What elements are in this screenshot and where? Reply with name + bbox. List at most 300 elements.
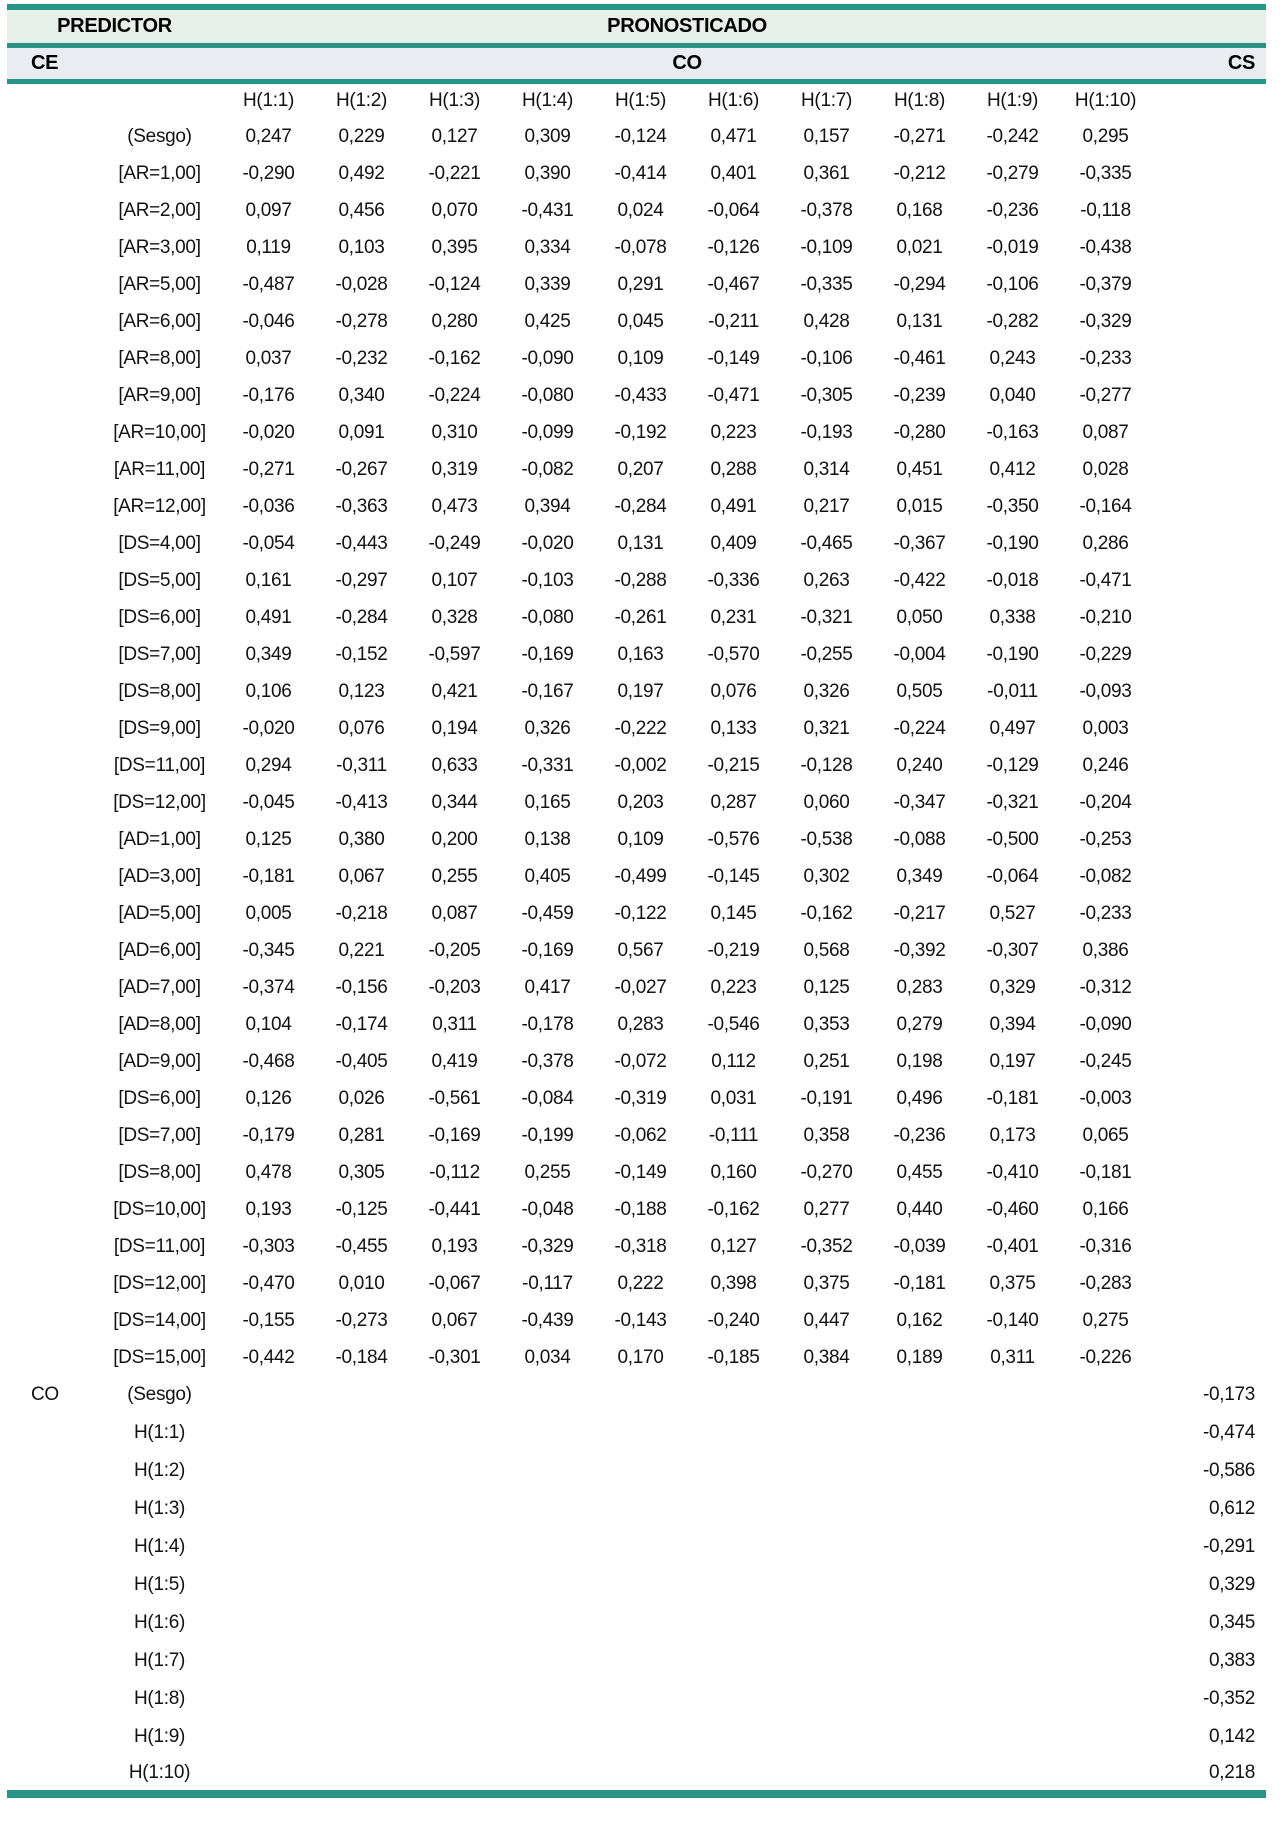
value-cell: 0,127 — [710, 1235, 757, 1257]
row-label: [DS=6,00] — [118, 1087, 201, 1109]
table-row — [7, 118, 1266, 155]
cs-value-cell: -0,173 — [1203, 1384, 1256, 1405]
table-row — [7, 1154, 1266, 1191]
value-cell: 0,417 — [524, 976, 571, 998]
value-cell: 0,394 — [524, 495, 571, 517]
value-cell: -0,335 — [1079, 162, 1132, 184]
empty-cells — [222, 1566, 1152, 1604]
cs-value-cell: -0,352 — [1203, 1688, 1256, 1709]
value-cell: 0,361 — [803, 162, 850, 184]
value-cell: -0,143 — [614, 1309, 667, 1331]
group-cell — [7, 710, 97, 747]
value-cell: 0,109 — [617, 347, 664, 369]
header-top-spacer — [1152, 7, 1266, 45]
value-cell: -0,352 — [800, 1235, 853, 1257]
value-cell: 0,223 — [710, 421, 757, 443]
value-cell: -0,019 — [986, 236, 1039, 258]
value-cell: -0,064 — [707, 199, 760, 221]
value-cell: 0,349 — [896, 865, 943, 887]
value-cell: 0,104 — [245, 1013, 292, 1035]
value-cell: -0,442 — [242, 1346, 295, 1368]
cs-cell — [1152, 599, 1266, 636]
table-row — [7, 1043, 1266, 1080]
group-cell — [7, 1339, 97, 1376]
value-cell: -0,335 — [800, 273, 853, 295]
group-cell — [7, 340, 97, 377]
value-cell: 0,326 — [803, 680, 850, 702]
value-cell: -0,028 — [335, 273, 388, 295]
value-cell: -0,401 — [986, 1235, 1039, 1257]
table-row — [7, 636, 1266, 673]
group-cell — [7, 562, 97, 599]
value-cell: -0,321 — [986, 791, 1039, 813]
row-label: [AR=11,00] — [113, 458, 206, 480]
value-cell: 0,326 — [524, 717, 571, 739]
table-row — [7, 155, 1266, 192]
row-label: (Sesgo) — [127, 1384, 192, 1405]
value-cell: 0,568 — [803, 939, 850, 961]
cs-cell — [1152, 1228, 1266, 1265]
value-cell: 0,286 — [1082, 532, 1129, 554]
column-header: H(1:3) — [408, 81, 501, 118]
value-cell: -0,062 — [614, 1124, 667, 1146]
value-cell: -0,002 — [614, 754, 667, 776]
row-label: [AR=2,00] — [118, 199, 201, 221]
value-cell: -0,181 — [893, 1272, 946, 1294]
table-row — [7, 1302, 1266, 1339]
empty-cells — [222, 1490, 1152, 1528]
group-cell — [7, 1528, 97, 1566]
pronosticado-header: PRONOSTICADO — [222, 7, 1152, 45]
value-cell: 0,060 — [803, 791, 850, 813]
value-cell: 0,398 — [710, 1272, 757, 1294]
table-row — [7, 858, 1266, 895]
cs-cell — [1152, 525, 1266, 562]
value-cell: 0,200 — [431, 828, 478, 850]
value-cell: 0,455 — [896, 1161, 943, 1183]
value-cell: -0,378 — [521, 1050, 574, 1072]
value-cell: 0,109 — [617, 828, 664, 850]
value-cell: -0,205 — [428, 939, 481, 961]
value-cell: -0,080 — [521, 384, 574, 406]
value-cell: -0,126 — [707, 236, 760, 258]
value-cell: -0,155 — [242, 1309, 295, 1331]
value-cell: 0,207 — [617, 458, 664, 480]
value-cell: -0,167 — [521, 680, 574, 702]
value-cell: 0,173 — [989, 1124, 1036, 1146]
group-cell — [7, 784, 97, 821]
value-cell: -0,471 — [707, 384, 760, 406]
value-cell: -0,319 — [614, 1087, 667, 1109]
row-label: H(1:8) — [134, 1688, 185, 1709]
value-cell: 0,168 — [896, 199, 943, 221]
results-table — [7, 4, 1266, 1798]
row-label: [AD=9,00] — [118, 1050, 201, 1072]
value-cell: 0,091 — [338, 421, 385, 443]
value-cell: -0,191 — [800, 1087, 853, 1109]
value-cell: 0,246 — [1082, 754, 1129, 776]
value-cell: -0,224 — [428, 384, 481, 406]
value-cell: 0,280 — [431, 310, 478, 332]
value-cell: -0,347 — [893, 791, 946, 813]
group-cell — [7, 155, 97, 192]
row-label: [AR=5,00] — [118, 273, 201, 295]
cs-cell — [1152, 747, 1266, 784]
table-row — [7, 747, 1266, 784]
table-row — [7, 1265, 1266, 1302]
value-cell: -0,199 — [521, 1124, 574, 1146]
value-cell: 0,103 — [338, 236, 385, 258]
value-cell: -0,018 — [986, 569, 1039, 591]
value-cell: 0,157 — [803, 125, 850, 147]
group-cell — [7, 932, 97, 969]
value-cell: 0,263 — [803, 569, 850, 591]
row-label: H(1:7) — [134, 1650, 185, 1671]
cs-cell — [1152, 1265, 1266, 1302]
value-cell: 0,375 — [803, 1272, 850, 1294]
value-cell: -0,271 — [242, 458, 295, 480]
group-cell — [7, 1006, 97, 1043]
cs-cell — [1152, 1043, 1266, 1080]
value-cell: 0,076 — [338, 717, 385, 739]
value-cell: -0,239 — [893, 384, 946, 406]
table-row — [7, 1080, 1266, 1117]
value-cell: -0,004 — [893, 643, 946, 665]
value-cell: 0,344 — [431, 791, 478, 813]
value-cell: 0,440 — [896, 1198, 943, 1220]
value-cell: -0,249 — [428, 532, 481, 554]
value-cell: 0,338 — [989, 606, 1036, 628]
value-cell: -0,439 — [521, 1309, 574, 1331]
value-cell: 0,133 — [710, 717, 757, 739]
value-cell: 0,217 — [803, 495, 850, 517]
value-cell: 0,321 — [803, 717, 850, 739]
value-cell: -0,190 — [986, 532, 1039, 554]
value-cell: -0,174 — [335, 1013, 388, 1035]
value-cell: 0,349 — [245, 643, 292, 665]
cs-value-cell: 0,345 — [1209, 1612, 1256, 1633]
value-cell: 0,112 — [711, 1050, 756, 1072]
value-cell: 0,471 — [710, 125, 757, 147]
value-cell: -0,140 — [986, 1309, 1039, 1331]
value-cell: 0,497 — [989, 717, 1036, 739]
value-cell: -0,379 — [1079, 273, 1132, 295]
value-cell: 0,028 — [1082, 458, 1129, 480]
value-cell: 0,065 — [1082, 1124, 1129, 1146]
value-cell: -0,185 — [707, 1346, 760, 1368]
group-cell — [7, 1302, 97, 1339]
value-cell: 0,160 — [710, 1161, 757, 1183]
row-label: [AD=8,00] — [118, 1013, 201, 1035]
value-cell: 0,126 — [245, 1087, 292, 1109]
value-cell: -0,303 — [242, 1235, 295, 1257]
value-cell: 0,314 — [803, 458, 850, 480]
group-cell — [7, 488, 97, 525]
value-cell: -0,363 — [335, 495, 388, 517]
value-cell: -0,109 — [800, 236, 853, 258]
group-cell — [7, 1680, 97, 1718]
value-cell: -0,405 — [335, 1050, 388, 1072]
row-label: [DS=6,00] — [118, 606, 201, 628]
group-cell — [7, 969, 97, 1006]
value-cell: 0,491 — [710, 495, 757, 517]
value-cell: -0,329 — [1079, 310, 1132, 332]
row-label: [DS=12,00] — [113, 1272, 206, 1294]
value-cell: -0,597 — [428, 643, 481, 665]
cs-cell — [1152, 266, 1266, 303]
value-cell: 0,505 — [896, 680, 943, 702]
cs-cell — [1152, 895, 1266, 932]
group-cell — [7, 414, 97, 451]
cs-cell — [1152, 192, 1266, 229]
value-cell: 0,024 — [617, 199, 664, 221]
value-cell: 0,275 — [1082, 1309, 1129, 1331]
value-cell: -0,080 — [521, 606, 574, 628]
value-cell: 0,097 — [245, 199, 292, 221]
value-cell: -0,438 — [1079, 236, 1132, 258]
predictor-header: PREDICTOR — [7, 7, 222, 45]
value-cell: -0,149 — [614, 1161, 667, 1183]
value-cell: 0,496 — [896, 1087, 943, 1109]
group-cell — [7, 1191, 97, 1228]
group-cell — [7, 747, 97, 784]
value-cell: -0,290 — [242, 162, 295, 184]
value-cell: 0,334 — [524, 236, 571, 258]
main-rows — [7, 118, 1266, 1376]
cs-value-cell: 0,142 — [1209, 1726, 1256, 1747]
value-cell: 0,125 — [245, 828, 292, 850]
table-row — [7, 525, 1266, 562]
table-row — [7, 932, 1266, 969]
value-cell: -0,305 — [800, 384, 853, 406]
value-cell: -0,176 — [242, 384, 295, 406]
value-cell: -0,193 — [800, 421, 853, 443]
value-cell: 0,070 — [431, 199, 478, 221]
group-cell — [7, 1117, 97, 1154]
cs-value-cell: 0,218 — [1152, 1756, 1266, 1794]
value-cell: 0,026 — [338, 1087, 385, 1109]
value-cell: 0,279 — [896, 1013, 943, 1035]
value-cell: 0,311 — [990, 1346, 1035, 1368]
row-label: [AR=3,00] — [118, 236, 201, 258]
value-cell: -0,538 — [800, 828, 853, 850]
table-row — [7, 1191, 1266, 1228]
value-cell: 0,010 — [338, 1272, 385, 1294]
cs-cell — [1152, 118, 1266, 155]
value-cell: 0,050 — [896, 606, 943, 628]
value-cell: 0,131 — [617, 532, 664, 554]
value-cell: -0,128 — [800, 754, 853, 776]
value-cell: -0,279 — [986, 162, 1039, 184]
cs-cell — [1152, 155, 1266, 192]
row-label: [AD=6,00] — [118, 939, 201, 961]
table-row — [7, 1718, 1266, 1756]
table-row — [7, 1566, 1266, 1604]
cs-value-cell: -0,586 — [1203, 1460, 1256, 1481]
value-cell: 0,380 — [338, 828, 385, 850]
group-cell — [7, 1642, 97, 1680]
empty-cells — [222, 1604, 1152, 1642]
table-row — [7, 1680, 1266, 1718]
value-cell: -0,188 — [614, 1198, 667, 1220]
row-label: [DS=11,00] — [113, 754, 206, 776]
value-cell: -0,046 — [242, 310, 295, 332]
value-cell: 0,087 — [1082, 421, 1129, 443]
row-label: H(1:4) — [134, 1536, 185, 1557]
group-cell — [7, 377, 97, 414]
row-label: [AD=1,00] — [118, 828, 201, 850]
value-cell: -0,152 — [335, 643, 388, 665]
value-cell: -0,261 — [614, 606, 667, 628]
value-cell: 0,295 — [1082, 125, 1129, 147]
table-row — [7, 488, 1266, 525]
value-cell: -0,027 — [614, 976, 667, 998]
group-cell — [7, 229, 97, 266]
value-cell: 0,394 — [989, 1013, 1036, 1035]
value-cell: 0,527 — [989, 902, 1036, 924]
value-cell: -0,169 — [521, 643, 574, 665]
value-cell: -0,039 — [893, 1235, 946, 1257]
cs-cell — [1152, 1154, 1266, 1191]
column-header: H(1:2) — [315, 81, 408, 118]
header-row-groups — [7, 45, 1266, 81]
value-cell: -0,226 — [1079, 1346, 1132, 1368]
ce-group-header: CE — [7, 45, 222, 81]
value-cell: 0,473 — [431, 495, 478, 517]
value-cell: 0,067 — [338, 865, 385, 887]
value-cell: 0,329 — [989, 976, 1036, 998]
value-cell: -0,499 — [614, 865, 667, 887]
value-cell: 0,163 — [617, 643, 664, 665]
value-cell: -0,461 — [893, 347, 946, 369]
value-cell: 0,492 — [338, 162, 385, 184]
value-cell: 0,243 — [989, 347, 1036, 369]
row-label: [AR=6,00] — [118, 310, 201, 332]
value-cell: 0,358 — [803, 1124, 850, 1146]
cs-cell — [1152, 377, 1266, 414]
value-cell: 0,328 — [431, 606, 478, 628]
value-cell: 0,309 — [524, 125, 571, 147]
cs-cell — [1152, 1117, 1266, 1154]
value-cell: 0,339 — [524, 273, 571, 295]
value-cell: -0,270 — [800, 1161, 853, 1183]
empty-cells — [222, 1414, 1152, 1452]
value-cell: -0,090 — [1079, 1013, 1132, 1035]
value-cell: -0,433 — [614, 384, 667, 406]
column-header: H(1:6) — [687, 81, 780, 118]
value-cell: 0,161 — [245, 569, 292, 591]
column-header-row — [7, 81, 1266, 118]
value-cell: 0,447 — [803, 1309, 850, 1331]
value-cell: -0,459 — [521, 902, 574, 924]
table-row — [7, 1604, 1266, 1642]
value-cell: -0,282 — [986, 310, 1039, 332]
cs-cell — [1152, 229, 1266, 266]
group-cell — [7, 1154, 97, 1191]
value-cell: -0,020 — [521, 532, 574, 554]
row-label: H(1:1) — [134, 1422, 185, 1443]
row-label: H(1:6) — [134, 1612, 185, 1633]
table-row — [7, 1490, 1266, 1528]
row-label: [AR=9,00] — [118, 384, 201, 406]
group-cell — [7, 266, 97, 303]
row-label: [AD=3,00] — [118, 865, 201, 887]
value-cell: -0,455 — [335, 1235, 388, 1257]
value-cell: -0,229 — [1079, 643, 1132, 665]
value-cell: 0,138 — [524, 828, 571, 850]
group-cell — [7, 451, 97, 488]
value-cell: 0,283 — [896, 976, 943, 998]
value-cell: -0,020 — [242, 421, 295, 443]
value-cell: -0,468 — [242, 1050, 295, 1072]
column-header: H(1:1) — [222, 81, 315, 118]
value-cell: -0,336 — [707, 569, 760, 591]
value-cell: -0,232 — [335, 347, 388, 369]
value-cell: -0,236 — [986, 199, 1039, 221]
cs-cell — [1152, 303, 1266, 340]
value-cell: 0,162 — [896, 1309, 943, 1331]
value-cell: -0,253 — [1079, 828, 1132, 850]
table-row — [7, 303, 1266, 340]
value-cell: -0,111 — [708, 1124, 759, 1146]
value-cell: -0,181 — [1079, 1161, 1132, 1183]
value-cell: 0,240 — [896, 754, 943, 776]
cs-cell — [1152, 858, 1266, 895]
value-cell: -0,561 — [428, 1087, 481, 1109]
value-cell: -0,345 — [242, 939, 295, 961]
table-row — [7, 1228, 1266, 1265]
table-row — [7, 1339, 1266, 1376]
value-cell: 0,281 — [338, 1124, 385, 1146]
value-cell: 0,145 — [710, 902, 757, 924]
value-cell: 0,251 — [803, 1050, 850, 1072]
cs-value-cell: 0,383 — [1209, 1650, 1256, 1671]
value-cell: -0,125 — [335, 1198, 388, 1220]
cs-cell — [1152, 636, 1266, 673]
row-label: H(1:10) — [97, 1756, 222, 1794]
row-label: [DS=7,00] — [118, 643, 201, 665]
group-cell — [7, 599, 97, 636]
table-row — [7, 562, 1266, 599]
value-cell: 0,189 — [896, 1346, 943, 1368]
value-cell: 0,067 — [431, 1309, 478, 1331]
table-row — [7, 710, 1266, 747]
value-cell: -0,219 — [707, 939, 760, 961]
group-cell — [7, 303, 97, 340]
cs-cell — [1152, 340, 1266, 377]
value-cell: 0,203 — [617, 791, 664, 813]
row-label: [DS=10,00] — [113, 1198, 206, 1220]
value-cell: 0,031 — [710, 1087, 757, 1109]
row-label: [AD=5,00] — [118, 902, 201, 924]
value-cell: 0,123 — [338, 680, 385, 702]
value-cell: -0,106 — [986, 273, 1039, 295]
value-cell: 0,034 — [524, 1346, 571, 1368]
cs-cell — [1152, 414, 1266, 451]
group-cell — [7, 1604, 97, 1642]
empty-cells — [222, 1376, 1152, 1414]
value-cell: 0,076 — [710, 680, 757, 702]
row-label: [AD=7,00] — [118, 976, 201, 998]
value-cell: 0,222 — [617, 1272, 664, 1294]
value-cell: 0,087 — [431, 902, 478, 924]
value-cell: -0,078 — [614, 236, 667, 258]
value-cell: 0,197 — [617, 680, 664, 702]
value-cell: -0,103 — [521, 569, 574, 591]
value-cell: -0,329 — [521, 1235, 574, 1257]
value-cell: -0,414 — [614, 162, 667, 184]
value-cell: -0,321 — [800, 606, 853, 628]
